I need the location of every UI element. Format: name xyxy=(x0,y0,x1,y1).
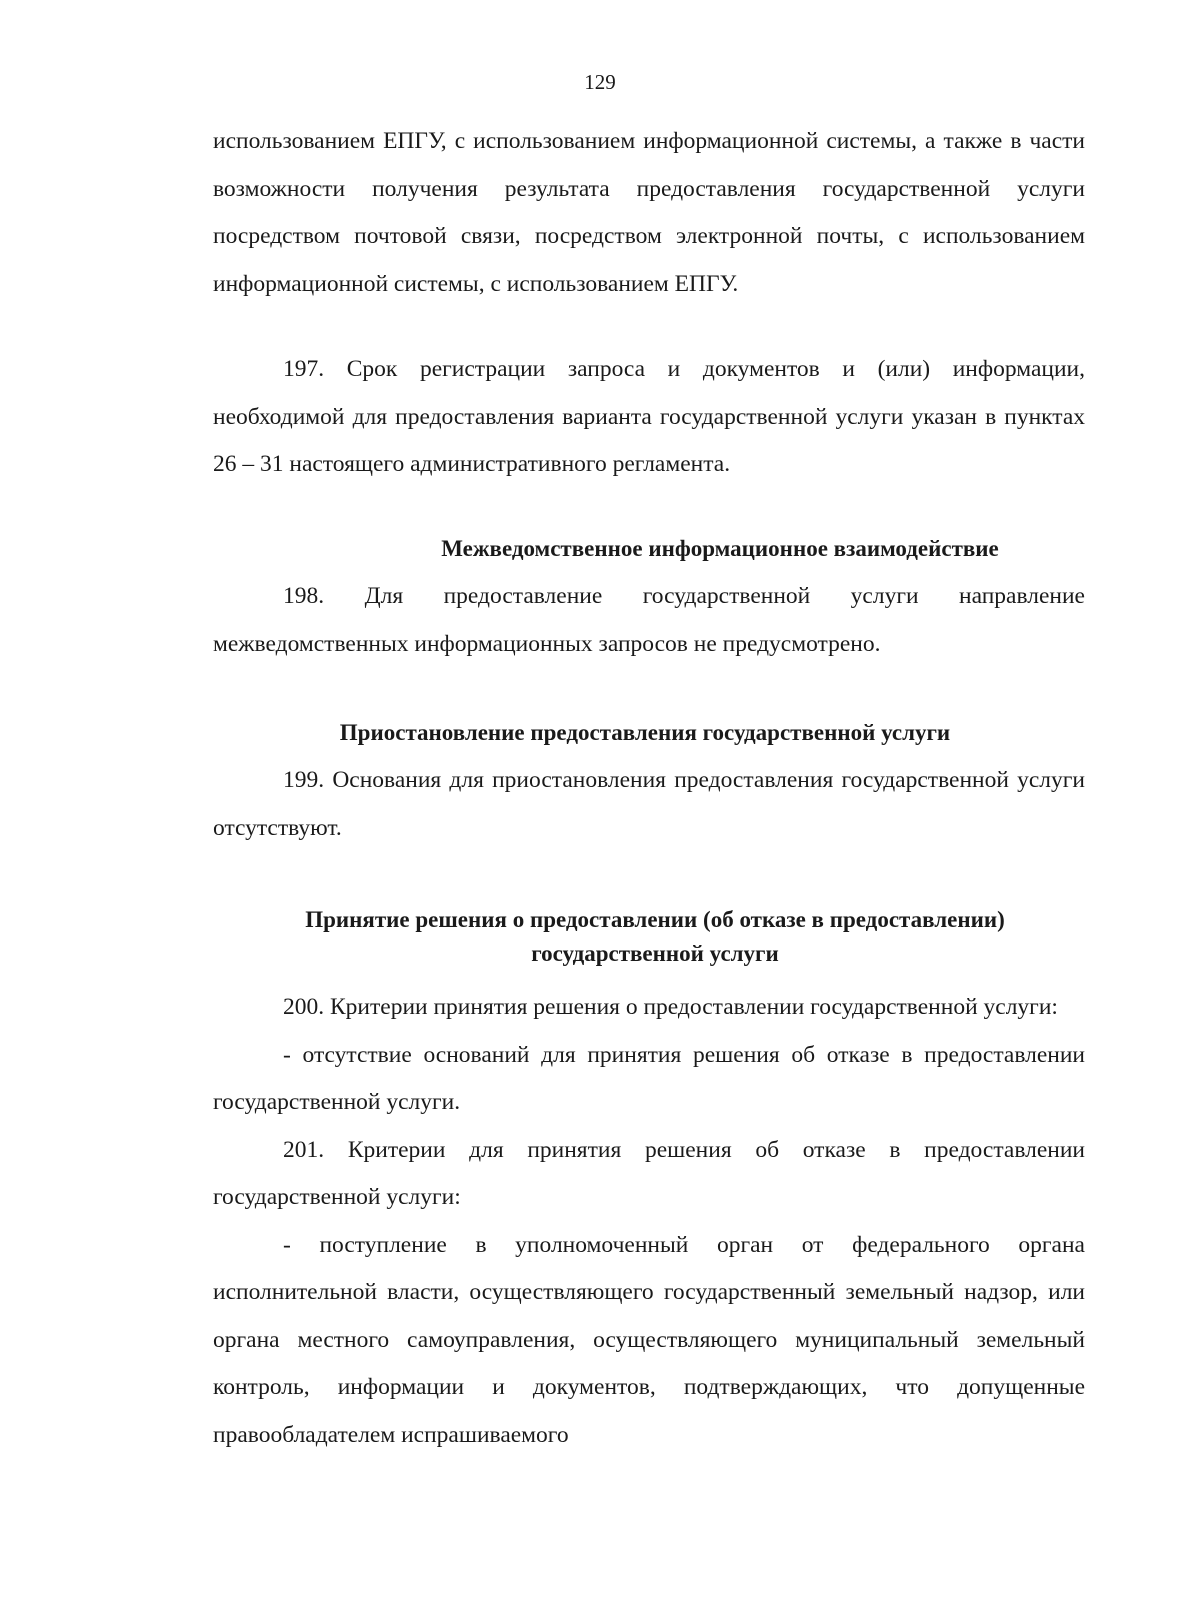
page-number: 129 xyxy=(584,70,616,94)
section-heading-interagency: Межведомственное информационное взаимодействие xyxy=(441,536,999,561)
heading-line: государственной услуги xyxy=(531,941,779,966)
paragraph-199 xyxy=(213,757,1085,852)
paragraph-text: 199. Основания для приостановления предоставления государственной услуги отсутствуют. xyxy=(213,767,1085,841)
section-heading-decision xyxy=(225,903,1085,971)
paragraph-text: 197. Срок регистрации запроса и документов и (или) информации, необходимой для предоставления варианта государственной услуги указан в пунктах 26 – 31 настоящего административного регламента. xyxy=(213,356,1085,477)
paragraph-text: использованием ЕПГУ, с использованием информационной системы, а также в части возможности получения результата предоставления государственной услуги посредством почтовой связи, посредством электронной почты, с использованием информационной системы, с использованием ЕПГУ. xyxy=(213,128,1085,297)
paragraph-198 xyxy=(213,573,1085,668)
heading-line: Принятие решения о предоставлении (об отказе в предоставлении) xyxy=(305,907,1005,932)
paragraph-continuation xyxy=(213,118,1085,308)
paragraph-197 xyxy=(213,346,1085,489)
section-heading-suspension: Приостановление предоставления государственной услуги xyxy=(339,720,951,745)
paragraph-text: 198. Для предоставление государственной услуги направление межведомственных информационных запросов не предусмотрено. xyxy=(213,583,1085,657)
list-item: - поступление в уполномоченный орган от федерального органа исполнительной власти, осуществляющего государственный земельный надзор, или органа местного самоуправления, осуществляющего муниципальный земельный контроль, информации и документов, подтверждающих, что допущенные правообладателем испрашиваемого xyxy=(213,1231,1085,1448)
paragraph-200 xyxy=(213,984,1085,1459)
paragraph-text: 201. Критерии для принятия решения об отказе в предоставлении государственной услуги: xyxy=(213,1136,1085,1210)
paragraph-text: 200. Критерии принятия решения о предоставлении государственной услуги: xyxy=(283,994,1058,1020)
list-item: - отсутствие оснований для принятия решения об отказе в предоставлении государственной услуги. xyxy=(213,1041,1085,1115)
